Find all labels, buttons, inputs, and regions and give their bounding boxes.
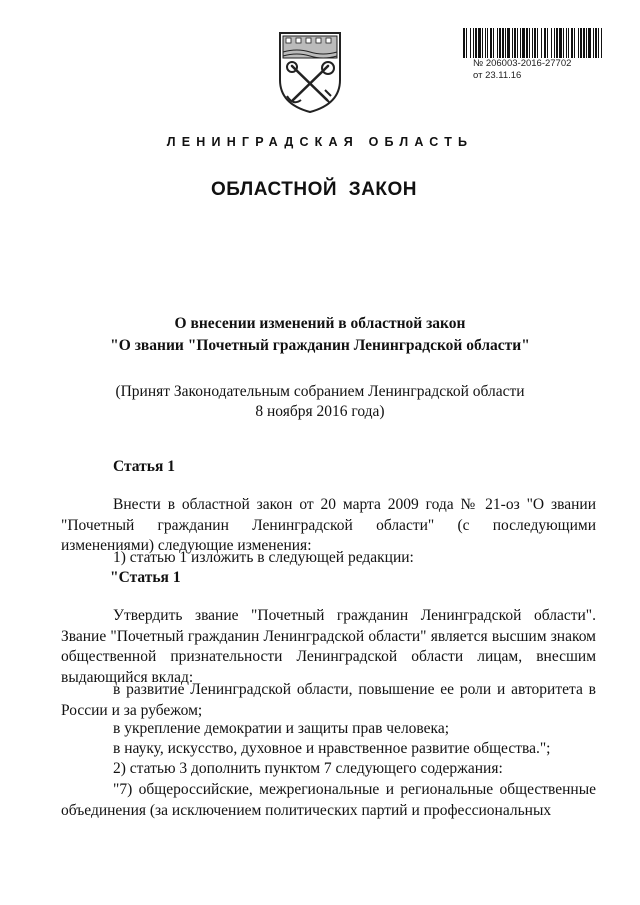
approve-paragraph: Утвердить звание "Почетный гражданин Ленинградской области". Звание "Почетный гражданин Ленинградской области" является высшим знаком общественной признательности Ленинградской области лицам, внесшим выдающийся вклад: (61, 607, 596, 686)
contribution-science-line: в науку, искусство, духовное и нравственное развитие общества."; (113, 740, 551, 757)
contribution-democracy-line: в укрепление демократии и защиты прав человека; (113, 720, 450, 737)
region-title: ЛЕНИНГРАДСКАЯ ОБЛАСТЬ (166, 135, 474, 149)
article-heading: Статья 1 (113, 458, 175, 475)
law-title-line-2: "О звании "Почетный гражданин Ленинградской области" (110, 337, 530, 354)
coat-of-arms-emblem (277, 30, 343, 114)
article-item-2: 2) статью 3 дополнить пунктом 7 следующего содержания: (113, 760, 503, 777)
article-item-1: 1) статью 1 изложить в следующей редакции: (113, 549, 414, 566)
law-title-line-1: О внесении изменений в областной закон (174, 315, 466, 332)
barcode (462, 28, 604, 58)
document-type: ОБЛАСТНОЙ ЗАКОН (210, 179, 418, 200)
registration-number: № 206003-2016-27702 (473, 58, 572, 69)
adoption-note-line-2: 8 ноября 2016 года) (255, 403, 385, 420)
item-7-paragraph: "7) общероссийские, межрегиональные и региональные общественные объединения (за исключением политических партий и профессиональных (61, 781, 596, 819)
registration-date: от 23.11.16 (473, 70, 522, 81)
adoption-note-line-1: (Принят Законодательным собранием Ленинградской области (115, 383, 525, 400)
contribution-development-paragraph: в развитие Ленинградской области, повышение ее роли и авторитета в России и за рубежом; (61, 681, 596, 719)
quoted-article-heading: "Статья 1 (110, 569, 181, 586)
article-intro-paragraph: Внести в областной закон от 20 марта 2009 года № 21-оз "О звании "Почетный гражданин Ленинградской области" (с последующими изменениями) следующие изменения: (61, 496, 596, 554)
